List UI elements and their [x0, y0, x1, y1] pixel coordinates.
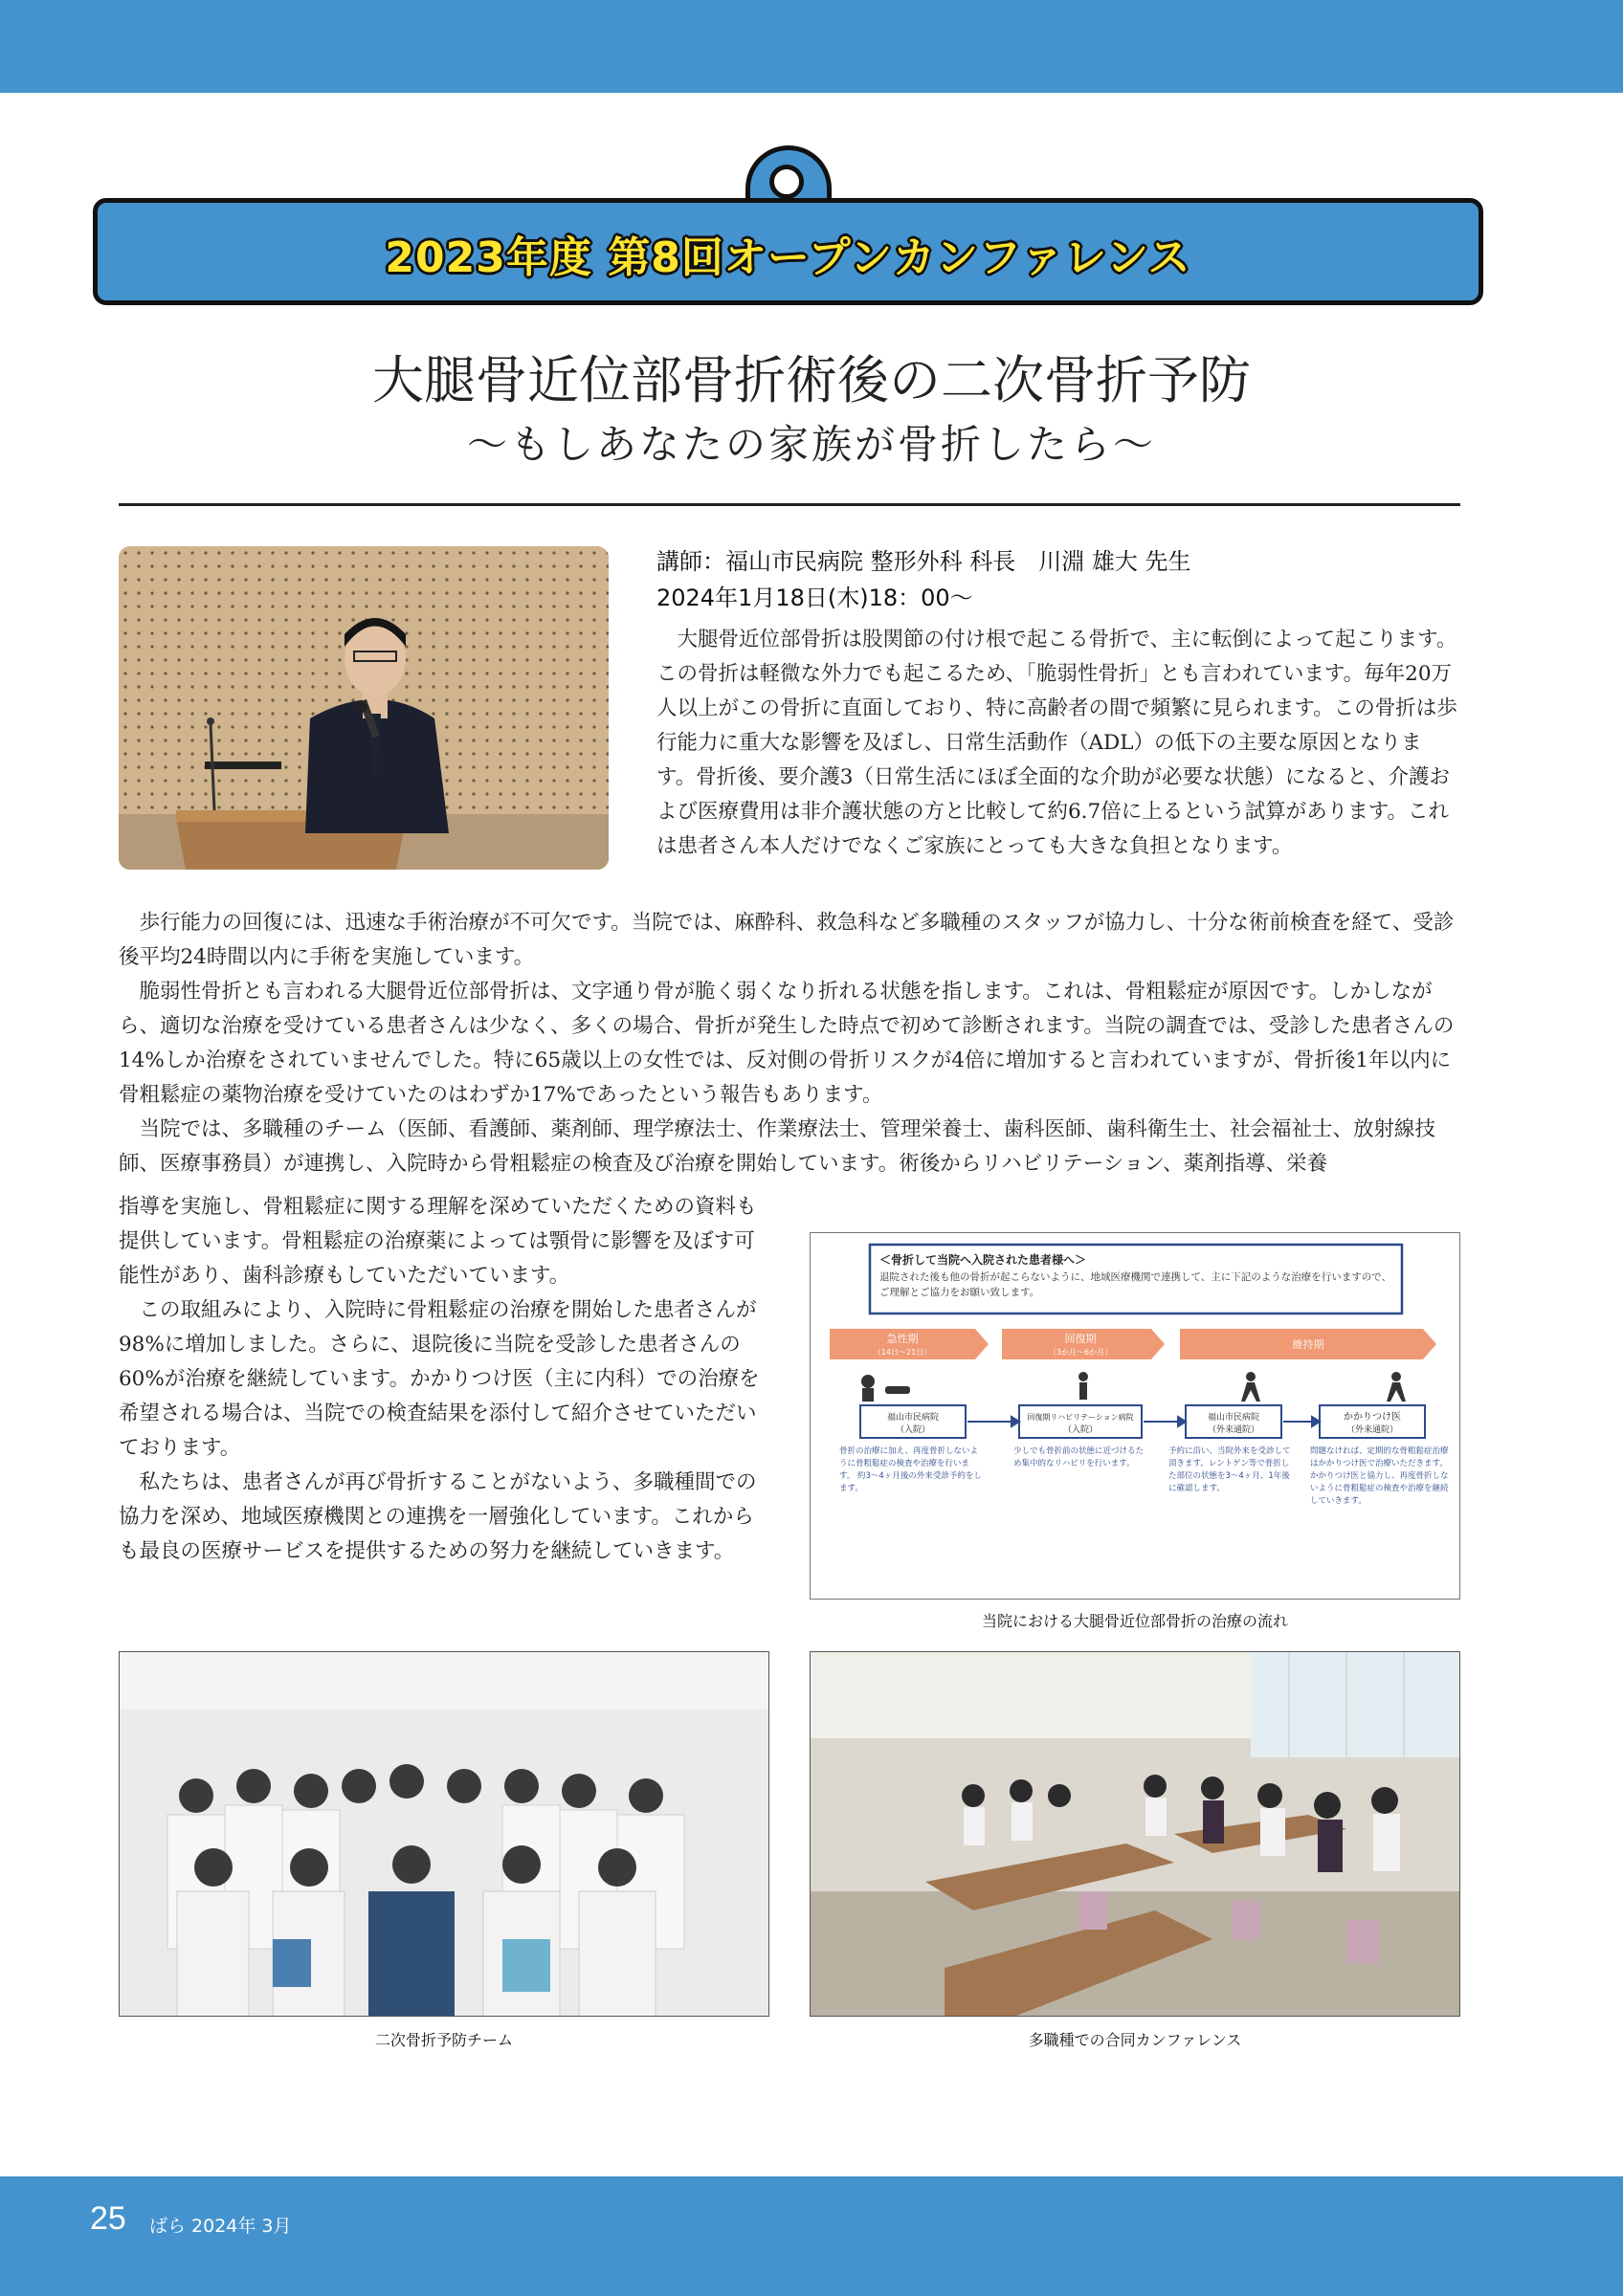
page-number: 25: [90, 2200, 126, 2237]
paragraph-3: 脆弱性骨折とも言われる大腿骨近位部骨折は、文字通り骨が脆く弱くなり折れる状態を指します。これは、骨粗鬆症が原因です。しかしながら、適切な治療を受けている患者さんは少なく、多くの場合、骨折が発生した時点で初めて診断されます。当院の調査では、受診した患者さんの14%しか治療をされていませんでした。特に65歳以上の女性では、反対側の骨折リスクが4倍に増加すると言われていますが、骨折後1年以内に骨粗鬆症の薬物治療を受けていたのはわずか17%であったという報告もあります。: [119, 980, 1455, 1107]
paragraph-2: 歩行能力の回復には、迅速な手術治療が不可欠です。当院では、麻酔科、救急科など多職種のスタッフが協力し、十分な術前検査を経て、受診後平均24時間以内に手術を実施しています。: [119, 911, 1455, 969]
phase-label-acute: 急性期: [886, 1333, 919, 1345]
diagram-intro: 退院された後も他の骨折が起こらないように、地域医療機関で連携して、主に下記のような治療を行いますので、ご理解とご協力をお願い致します。: [879, 1271, 1392, 1298]
paragraph-5: 指導を実施し、骨粗鬆症に関する理解を深めていただくための資料も提供しています。骨粗鬆症の治療薬によっては顎骨に影響を及ぼす可能性があり、歯科診療もしていただいています。: [119, 1195, 757, 1288]
stage-name-2: 回復期リハビリテーション病院: [1027, 1413, 1134, 1422]
left-column-paragraphs: [119, 1190, 766, 1569]
phase-sub-recovery: （3か月〜6か月）: [1048, 1348, 1113, 1357]
banner-hole: [769, 165, 804, 199]
diagram-caption: 当院における大腿骨近位部骨折の治療の流れ: [981, 1612, 1288, 1630]
lecture-photo: [119, 546, 609, 870]
team-photo-caption: 二次骨折予防チーム: [374, 2031, 513, 2049]
stage-notes-1: 骨折の治療に加え、再度骨折しないように骨粗鬆症の検査や治療を行います。 約3〜4ヶ月後の外来受診予約をします。: [839, 1446, 982, 1493]
article-title: 大腿骨近位部骨折術後の二次骨折予防: [372, 350, 1251, 410]
paragraph-1: 大腿骨近位部骨折は股関節の付け根で起こる骨折で、主に転倒によって起こります。この骨折は軽微な外力でも起こるため、「脆弱性骨折」とも言われています。毎年20万人以上がこの骨折に直面しており、特に高齢者の間で頻繁に見られます。この骨折は歩行能力に重大な影響を及ぼし、日常生活動作（ADL）の低下の主要な原因となります。骨折後、要介護3（日常生活にほぼ全面的な介助が必要な状態）になると、介護および医療費用は非介護状態の方と比較して約6.7倍に上るという試算があります。これは患者さん本人だけでなくご家族にとっても大きな負担となります。: [656, 628, 1457, 858]
stage-sub-1: （入院）: [895, 1425, 931, 1435]
paragraph-7: 私たちは、患者さんが再び骨折することがないよう、多職種間での協力を深め、地域医療機関との連携を一層強化しています。これからも最良の医療サービスを提供するための努力を継続していきます。: [119, 1470, 757, 1563]
stage-sub-3: （外来通院）: [1207, 1425, 1260, 1435]
stage-icons: [861, 1372, 1406, 1402]
stage-notes-4: 問題なければ、定期的な骨粗鬆症治療はかかりつけ医で治療いただきます。 かかりつけ医と協力し、再度骨折しないように骨粗鬆症の検査や治療を継続していきます。: [1310, 1446, 1449, 1506]
top-color-band: [0, 0, 1623, 93]
phase-sub-acute: （14日〜21日）: [873, 1348, 932, 1357]
stage-name-1: 福山市民病院: [886, 1413, 940, 1423]
paragraph-6: この取組みにより、入院時に骨粗鬆症の治療を開始した患者さんが98%に増加しました。さらに、退院後に当院を受診した患者さんの60%が治療を継続しています。かかりつけ医（主に内科）での治療を希望される場合は、当院での検査結果を添付して紹介させていただいております。: [119, 1298, 760, 1460]
stage-notes-3: 予約に沿い、当院外来を受診して頂きます。レントゲン等で骨折した部位の状態を3〜4ヶ月、1年後に確認します。: [1168, 1446, 1291, 1493]
conference-photo-caption: 多職種での合同カンファレンス: [1028, 2031, 1242, 2049]
stage-sub-4: （外来通院）: [1345, 1425, 1399, 1435]
stage-name-4: かかりつけ医: [1344, 1412, 1401, 1423]
treatment-flow-diagram: [810, 1232, 1460, 1600]
diagram-heading: ＜骨折して当院へ入院された患者様へ＞: [879, 1253, 1087, 1267]
phase-label-maintenance: 維持期: [1292, 1338, 1324, 1351]
intro-paragraph-block: [656, 623, 1460, 864]
lecture-datetime: 2024年1月18日(木)18：00〜: [656, 585, 973, 611]
article-subtitle: 〜もしあなたの家族が骨折したら〜: [466, 421, 1156, 468]
phase-label-recovery: 回復期: [1064, 1333, 1097, 1345]
stage-notes-2: 少しでも骨折前の状態に近づけるため集中的なリハビリを行います。: [1013, 1446, 1145, 1468]
conference-photo: [810, 1651, 1460, 2017]
stage-name-3: 福山市民病院: [1207, 1413, 1260, 1423]
magazine-issue: ばら 2024年 3月: [149, 2216, 292, 2237]
lecturer-info: 講師：福山市民病院 整形外科 科長 川淵 雄大 先生: [656, 548, 1191, 575]
full-width-paragraphs: [119, 906, 1460, 1181]
title-divider: [119, 503, 1460, 506]
stage-sub-2: （入院）: [1062, 1425, 1099, 1435]
team-photo: [119, 1651, 769, 2017]
banner-title: 2023年度 第8回オープンカンファレンス: [385, 233, 1191, 282]
paragraph-4: 当院では、多職種のチーム（医師、看護師、薬剤師、理学療法士、作業療法士、管理栄養士、歯科医師、歯科衛生士、社会福祉士、放射線技師、医療事務員）が連携し、入院時から骨粗鬆症の検査及び治療を開始しています。術後からリハビリテーション、薬剤指導、栄養: [119, 1117, 1436, 1176]
